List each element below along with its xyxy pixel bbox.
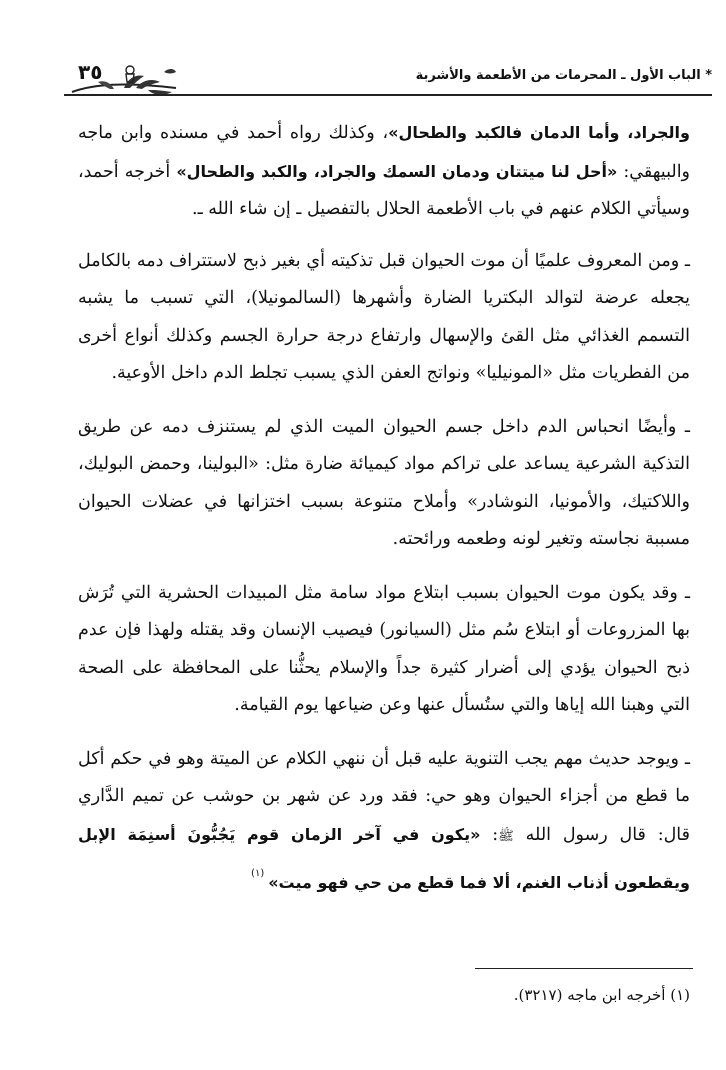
paragraph-2: ـ ومن المعروف علميًا أن موت الحيوان قبل تذكيته أي بغير ذبح لاستتراف دمه بالكامل يجعله عرضة لتوالد البكتريا الضارة وأشهرها (السالمونيلا)، التي تسبب ما يشبه التسمم الغذائي مثل القئ والإسهال وارتفاع درجة حرارة الجسم وكذلك أنواع أخرى من الفطريات مثل «المونيليا» ونواتج العفن الذي يسبب تجلط الدم داخل الأوعية. (78, 250, 690, 383)
paragraph-5-text: ـ ويوجد حديث مهم يجب التنوية عليه قبل أن ننهي الكلام عن الميتة وهو في حكم أكل ما قطع من أجزاء الحيوان وهو حي: فقد ورد عن شهر بن حوشب عن تميم الدَّاري قال: قال رسول الله (78, 748, 691, 845)
footnote: (١) أخرجه ابن ماجه (٣٢١٧). (513, 986, 690, 1004)
paragraph-5-colon: : (480, 824, 499, 845)
hadith-quote-1: «أحل لنا ميتتان ودمان السمك والجراد، والكبد والطحال» (176, 161, 618, 181)
footnote-reference[interactable]: (١) (251, 868, 265, 879)
paragraph-1 (78, 114, 690, 229)
paragraph-1-text-b: أخرجه أحمد، وسيأتي الكلام عنهم في باب الأطعمة الحلال بالتفصيل ـ إن شاء الله ـ. (78, 161, 690, 219)
header-divider (64, 94, 712, 96)
footnote-divider (475, 968, 693, 969)
running-header (64, 58, 712, 102)
paragraph-4: ـ وقد يكون موت الحيوان بسبب ابتلاع مواد سامة مثل المبيدات الحشرية التي تُرَش بها المزروعات أو ابتلاع سُم مثل (السيانور) فيصيب الإنسان وقد يقتله ولهذا فإن عدم ذبح الحيوان يؤدي إلى أضرار كثيرة جداً والإسلام يحثُّنا على المحافظة على الصحة التي وهبنا الله إياها والتي ستُسأل عنها وعن ضياعها يوم القيامة. (78, 582, 690, 715)
paragraph-5 (78, 741, 690, 903)
paragraph-3: ـ وأيضًا انحباس الدم داخل جسم الحيوان الميت الذي لم يستنزف دمه عن طريق التذكية الشرعية يساعد على تراكم مواد كيميائة ضارة مثل: «البولينا، وحمض البوليك، واللاكتيك، والأمونيا، النوشادر» وأملاح متنوعة بسبب اختزانها في عضلات الحيوان مسببة نجاسته وتغير لونه وطعمه ورائحته. (78, 416, 690, 549)
page-number: ٣٥ (78, 60, 103, 84)
salutation-glyph: ﷺ (498, 828, 514, 844)
main-text (78, 114, 690, 919)
hadith-quote-2: «يكون في آخر الزمان قوم يَجُبُّونَ أسنِمَة الإبل ويقطعون أذناب الغنم، ألا فما قطع من حي فهو ميت» (78, 824, 690, 892)
paragraph-1-text-a: ، وكذلك رواه أحمد في مسنده وابن ماجه والبيهقي: (78, 123, 691, 182)
hadith-continuation: والجراد، وأما الدمان فالكبد والطحال» (388, 123, 690, 142)
chapter-title: * الباب الأول ـ المحرمات من الأطعمة والأشربة (415, 68, 712, 83)
